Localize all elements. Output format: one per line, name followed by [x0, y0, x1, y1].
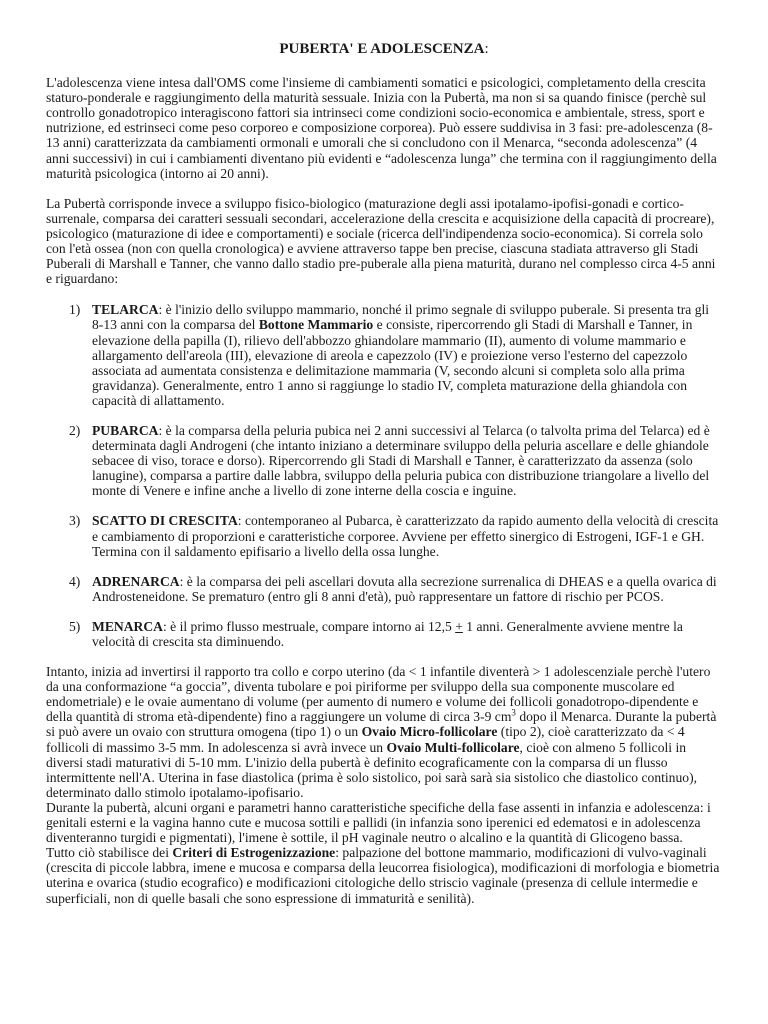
list-item-pubarca	[46, 423, 722, 498]
term-pubarca: PUBARCA	[92, 422, 159, 438]
list-item-scatto-di-crescita	[46, 513, 722, 558]
paragraph-criteri-estrogenizzazione	[46, 845, 722, 905]
text-segment: , cioè con almeno 5 follicoli in diversi stadi maturativi di 5-10 mm. L'inizio della pubertà è definito ecograficamente con la comparsa di un flusso intermittente nell'A. Uterina in fase diastolica (prima è solo sistolico, poi sarà sarà sia sistolico che diastolico continuo), determinato dallo stimolo ipotalamo-ipofisario.	[46, 739, 697, 800]
text-segment: (tipo 2), cioè caratterizzato da < 4 follicoli di massimo 3-5 mm. In adolescenza si avrà invece un	[46, 724, 685, 755]
term-adrenarca: ADRENARCA	[92, 573, 180, 589]
list-number: 2)	[69, 422, 81, 438]
page-title	[46, 42, 722, 57]
list-text: : è la comparsa della peluria pubica nei 2 anni successivi al Telarca (o talvolta prima del Telarca) ed è determinata dagli Androgeni (che intanto iniziano a determinare sviluppo della peluria ascellare e delle ghiandole sebacee di viso, torace e dorso). Ripercorrendo gli Stadi di Marshall e Tanner, è caratterizzato da assenza (solo lanugine), comparsa a partire dalle labbra, sviluppo della peluria pubica con distribuzione triangolare a livello del monte di Venere e infine anche a livello di zone interne della coscia e inguine.	[92, 422, 710, 499]
text-segment: Intanto, inizia ad invertirsi il rapporto tra collo e corpo uterino (da < 1 infantile diventerà > 1 adolescenziale perchè l'utero da una conformazione “a goccia”, diventa tubolare e poi piriforme per sviluppo della sua componente muscolare ed endometriale) e le ovaie aumentano di volume (per aumento di numero e volume dei follicoli gonadotropo-dipendente e della quantità di stroma età-dipendente) fino a raggiungere un volume di circa 3-9 cm	[46, 664, 711, 725]
list-number: 4)	[69, 573, 81, 589]
list-item-telarca	[46, 302, 722, 408]
list-item-menarca	[46, 619, 722, 649]
term-menarca: MENARCA	[92, 618, 163, 634]
list-text: : è l'inizio dello sviluppo mammario, nonché il primo segnale di sviluppo puberale. Si presenta tra gli 8-13 anni con la comparsa del	[92, 302, 710, 333]
list-text: 1 anni. Generalmente avviene mentre la velocità di crescita sta diminuendo.	[92, 618, 683, 649]
puberty-stages-list	[46, 302, 722, 649]
superscript-3: 3	[511, 707, 516, 718]
list-number: 3)	[69, 513, 81, 529]
list-text: : contemporaneo al Pubarca, è caratterizzato da rapido aumento della velocità di crescita e cambiamento di proporzioni e caratteristiche corporee. Avviene per effetto sinergico di Estrogeni, IGF-1 e GH. Termina con il saldamento epifisario a livello della ossa lunghe.	[92, 513, 719, 559]
paragraph-caratteristiche: Durante la pubertà, alcuni organi e parametri hanno caratteristiche specifiche della fase assenti in infanzia e adolescenza: i genitali esterni e la vagina hanno cute e mucosa sottili e pallidi (in infanzia sono iperenici ed edematosi e in adolescenza diventeranno turgidi e pigmentati), l'imene è sottile, il pH vaginale neutro o alcalino e la quantità di Glicogeno bassa.	[46, 799, 711, 846]
list-text: : è il primo flusso mestruale, compare intorno ai 12,5	[162, 618, 456, 634]
title-text: PUBERTA' E ADOLESCENZA	[279, 41, 485, 57]
text-segment: Tutto ciò stabilisce dei	[46, 845, 173, 861]
term-ovaio-multi-follicolare: Ovaio Multi-follicolare	[386, 739, 520, 755]
plus-minus-sign: +	[455, 618, 463, 634]
term-scatto-di-crescita: SCATTO DI CRESCITA	[92, 513, 238, 529]
title-colon: :	[484, 41, 489, 57]
list-text: : è la comparsa dei peli ascellari dovuta alla secrezione surrenalica di DHEAS e a quella ovarica di Androsteneidone. Se prematuro (entro gli 8 anni d'età), può rappresentare un fattore di rischio per PCOS.	[92, 573, 717, 604]
list-number: 5)	[69, 618, 81, 634]
list-item-adrenarca	[46, 574, 722, 604]
term-bottone-mammario: Bottone Mammario	[258, 317, 374, 333]
list-text: e consiste, ripercorrendo gli Stadi di Marshall e Tanner, in elevazione della papilla (I), rilievo dell'abbozzo ghiandolare mammario (II), aumento di volume mammario e allargamento dell'areola (III), elevazione di areola e capezzolo (IV) e proiezione verso l'esterno del capezzolo associata ad aumentata consistenza e delimitazione mammaria (V, secondo alcuni si completa solo alla prima gravidanza). Generalmente, entro 1 anno si raggiunge lo stadio IV, completa maturazione della ghiandola con capacità di allattamento.	[92, 317, 693, 408]
paragraph-adolescenza: L'adolescenza viene intesa dall'OMS come l'insieme di cambiamenti somatici e psicologici, completamento della crescita staturo-ponderale e raggiungimento della maturità sessuale. Inizia con la Pubertà, ma non si sa quando finisce (perchè sul controllo gonadotropico interagiscono fattori sia intrinseci come condizioni socio-economica e ambientale, stress, sport e nutrizione, ed estrinseci come peso corporeo e composizione corporea). Può essere suddivisa in 3 fasi: pre-adolescenza (8-13 anni) caratterizzata da cambiamenti ormonali e umorali che si concludono con il Menarca, “seconda adolescenza” (4 anni successivi) in cui i cambiamenti diventano più evidenti e “adolescenza lunga” che termina con il raggiungimento della maturità psicologica (intorno ai 20 anni).	[46, 75, 717, 181]
paragraph-utero-ovaie	[46, 664, 722, 800]
text-segment: dopo il Menarca. Durante la pubertà si può avere un ovaio con struttura omogena (tipo 1) o un	[46, 709, 717, 740]
paragraph-puberta: La Pubertà corrisponde invece a sviluppo fisico-biologico (maturazione degli assi ipotalamo-ipofisi-gonadi e cortico-surrenale, comparsa dei caratteri sessuali secondari, accelerazione della crescita e acquisizione della capacità di procreare), psicologico (maturazione di idee e comportamenti) e sociale (ricerca dell'indipendenza socio-economica). Si correla solo con l'età ossea (non con quella cronologica) e avviene attraverso tappe ben precise, ciascuna stadiata attraverso gli Stadi Puberali di Marshall e Tanner, che vanno dallo stadio pre-puberale alla piena maturità, durano nel complesso circa 4-5 anni e riguardano:	[46, 195, 716, 287]
document-page	[46, 42, 722, 906]
term-telarca: TELARCA	[92, 302, 159, 318]
list-number: 1)	[69, 302, 81, 318]
term-ovaio-micro-follicolare: Ovaio Micro-follicolare	[361, 724, 498, 740]
text-segment: : palpazione del bottone mammario, modificazioni di vulvo-vaginali (crescita di piccole labbra, imene e mucosa e comparsa della leucorrea fisiologica), modificazioni di morfologia e biometria uterina e ovarica (studio ecografico) e modificazioni citologiche dello striscio vaginale (presenza di cellule intermedie e superficiali, non di quelle basali che sono espressione di immaturità e senilità).	[46, 845, 720, 906]
term-criteri-di-estrogenizzazione: Criteri di Estrogenizzazione	[172, 845, 336, 861]
